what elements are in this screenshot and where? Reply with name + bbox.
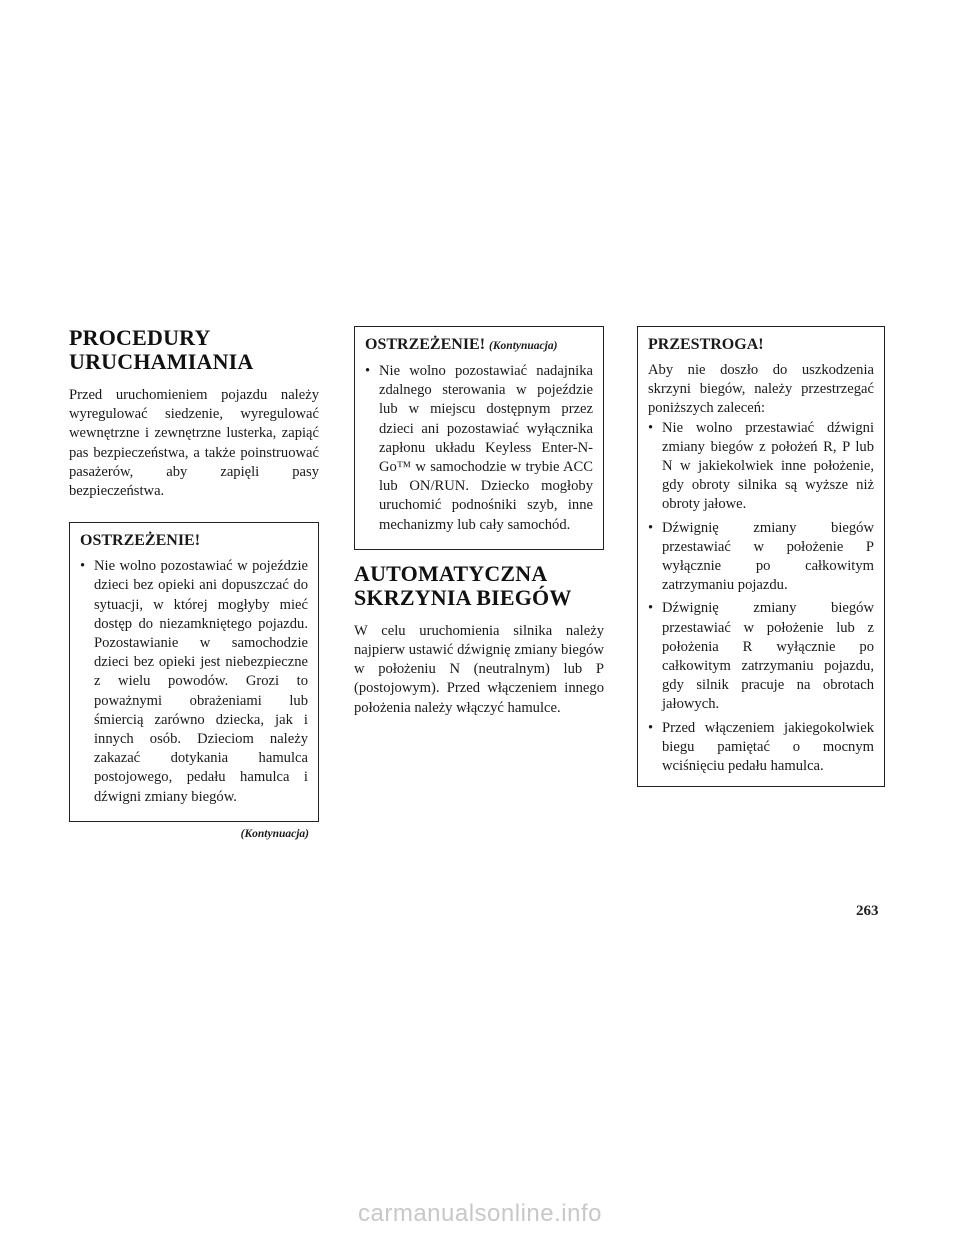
caution-item: • Przed włączeniem jakiegokolwiek biegu pamiętać o mocnym wciśnięciu pedału hamulca. [648, 719, 874, 777]
warning-title-text: OSTRZEŻENIE! [365, 336, 486, 353]
warning-title: OSTRZEŻENIE! [80, 532, 201, 550]
caution-list [648, 419, 874, 777]
column-2 [354, 326, 604, 718]
page-number: 263 [856, 903, 879, 919]
watermark: carmanualsonline.info [358, 1200, 602, 1227]
warning-box [69, 522, 319, 822]
caution-intro: Aby nie doszło do uszkodzenia skrzyni biegów, należy przestrzegać poniższych zaleceń: [648, 362, 874, 417]
continued-label: (Kontynuacja) [489, 340, 558, 352]
caution-item: • Dźwignię zmiany biegów przestawiać w położenie P wyłącznie po całkowitym zatrzymaniu pojazdu. [648, 519, 874, 596]
caution-box [637, 326, 885, 787]
heading-line-1: AUTOMATYCZNA [354, 560, 548, 586]
warning-box-continued [354, 326, 604, 550]
column-1 [69, 326, 319, 840]
transmission-paragraph: W celu uruchomienia silnika należy najpierw ustawić dźwignię zmiany biegów w położeniu N (neutralnym) lub P (postojowym). Przed włączeniem innego położenia należy włączyć hamulce. [354, 622, 604, 716]
caution-item: • Nie wolno przestawiać dźwigni zmiany biegów z położeń R, P lub N w jakiekolwiek inne położenie, gdy obroty silnika są wyższe niż obroty jałowe. [648, 419, 874, 515]
caution-title: PRZESTROGA! [648, 336, 764, 353]
warning-list [365, 362, 593, 535]
warning-list [80, 557, 308, 807]
column-3 [637, 326, 885, 787]
heading-line-1: PROCEDURY [69, 325, 211, 350]
warning-title-continued [365, 335, 593, 356]
caution-item: • Dźwignię zmiany biegów przestawiać w położenie lub z położenia R wyłącznie po całkowitym zatrzymaniu pojazdu, gdy silnik pracuje na obrotach jałowych. [648, 599, 874, 714]
intro-paragraph: Przed uruchomieniem pojazdu należy wyregulować siedzenie, wyregulować wewnętrzne i zewnętrzne lusterka, zapiąć pas bezpieczeństwa, a także poinstruować pasażerów, aby zapięli pasy bezpieczeństwa. [69, 387, 319, 500]
section-heading-automatic-transmission [354, 562, 604, 610]
warning-item: • Nie wolno pozostawiać nadajnika zdalnego sterowania w pojeździe lub w miejscu dostępnym przez dzieci ani pozostawiać wyłącznika zapłonu układu Keyless Enter-N-Go™ w samochodzie w trybie ACC lub ON/RUN. Dziecko mogłoby uruchomić podnośniki szyb, inne mechanizmy lub cały samochód. [365, 362, 593, 535]
section-heading-starting-procedures [69, 326, 319, 374]
heading-line-2: URUCHAMIANIA [69, 349, 254, 374]
warning-item: • Nie wolno pozostawiać w pojeździe dzieci bez opieki ani dopuszczać do sytuacji, w której mogłyby mieć dostęp do niezamkniętego pojazdu. Pozostawianie w samochodzie dzieci bez opieki jest niebezpieczne z wielu powodów. Grozi to poważnymi obrażeniami lub śmiercią zarówno dziecka, jak i innych osób. Dzieciom należy zakazać dotykania hamulca postojowego, pedału hamulca i dźwigni zmiany biegów. [80, 557, 308, 807]
continued-note: (Kontynuacja) [240, 827, 309, 840]
heading-line-2: SKRZYNIA BIEGÓW [354, 584, 572, 610]
